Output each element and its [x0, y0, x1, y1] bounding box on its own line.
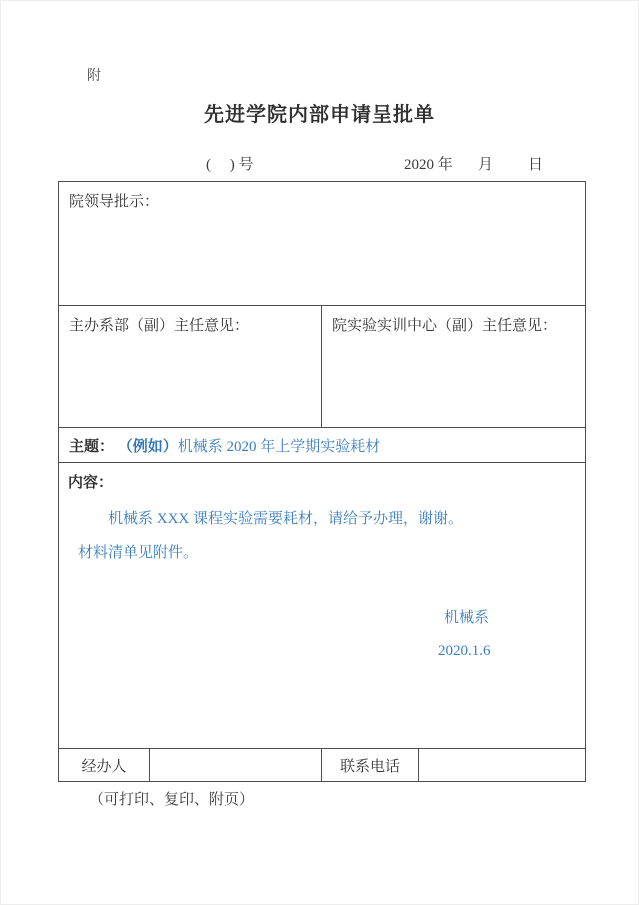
- subject-example-prefix: （例如）: [117, 438, 178, 455]
- dept-opinion-label: 主办系部（副）主任意见：: [69, 318, 250, 334]
- dept-opinion-cell[interactable]: [59, 306, 322, 428]
- subject-label: 主题：: [69, 438, 115, 455]
- phone-label-cell: 联系电话: [322, 749, 419, 782]
- signature-department: 机械系: [444, 610, 490, 626]
- content-label: 内容：: [68, 475, 114, 491]
- leader-comment-cell[interactable]: [59, 182, 586, 306]
- page-title: 先进学院内部申请呈批单: [204, 104, 435, 126]
- attachment-label: 附: [87, 69, 101, 84]
- handler-value-cell[interactable]: [150, 749, 322, 782]
- content-line-1: 机械系 XXX 课程实验需要耗材，请给予办理，谢谢。: [108, 511, 463, 527]
- subject-value: 机械系 2020 年上学期实验耗材: [177, 438, 381, 455]
- center-opinion-label: 院实验实训中心（副）主任意见：: [332, 318, 558, 334]
- center-opinion-cell[interactable]: [322, 306, 586, 428]
- subject-cell[interactable]: [59, 428, 586, 463]
- leader-comment-label: 院领导批示：: [69, 194, 160, 210]
- content-cell[interactable]: [59, 463, 586, 749]
- date-day: 日: [528, 157, 544, 173]
- footer-note: （可打印、复印、附页）: [89, 792, 255, 808]
- content-line-2: 材料清单见附件。: [78, 545, 199, 561]
- date-year: 2020 年: [404, 157, 453, 173]
- phone-value-cell[interactable]: [419, 749, 586, 782]
- handler-label-cell: 经办人: [59, 749, 150, 782]
- approval-form-table: [58, 181, 586, 782]
- date-month: 月: [478, 157, 494, 173]
- signature-date: 2020.1.6: [438, 643, 491, 659]
- doc-number-field: ( ) 号: [206, 157, 254, 173]
